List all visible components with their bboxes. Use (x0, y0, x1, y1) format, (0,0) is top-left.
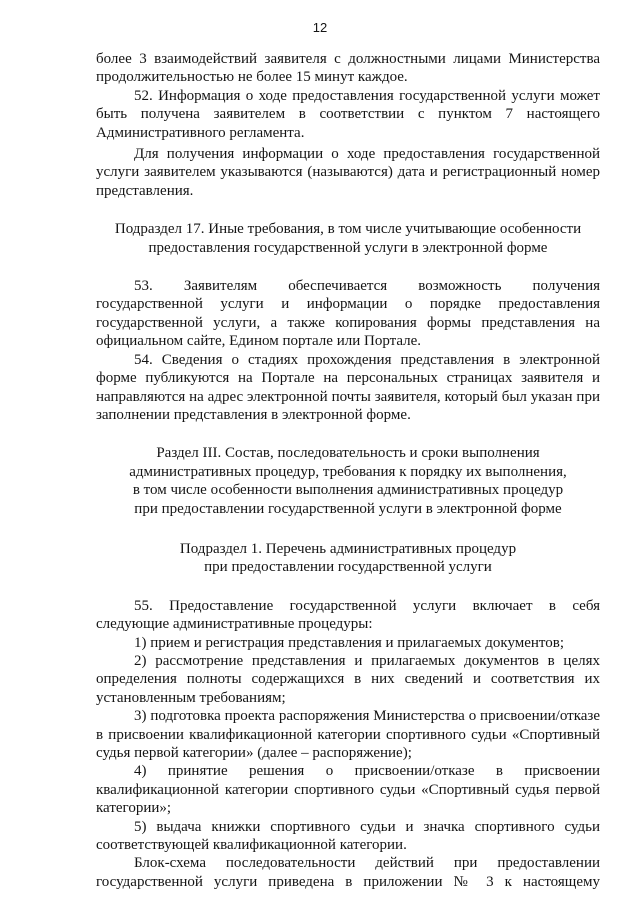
list-item-3: 3) подготовка проекта распоряжения Министерства о присвоении/отказе в присвоении квалификационной категории спортивного судьи «Спортивный судья первой категории» (далее – распоряжение); (96, 708, 600, 761)
heading-line: при предоставлении государственной услуги в электронной форме (134, 500, 562, 517)
list-item-1: 1) прием и регистрация представления и прилагаемых документов; (134, 634, 565, 651)
heading-line: Подраздел 17. Иные требования, в том числе учитывающие особенности (114, 221, 582, 238)
list-item-5: 5) выдача книжки спортивного судьи и значка спортивного судьи соответствующей квалификационной категории. (96, 818, 600, 854)
paragraph-flowchart: Блок-схема последовательности действий при предоставлении государственной услуги приведена в приложении № 3 к настоящему (96, 855, 600, 890)
page-number: 12 (312, 20, 328, 35)
document-body (96, 50, 600, 891)
paragraph-53: 53. Заявителям обеспечивается возможность получения государственной услуги и информации о порядке предоставления государственной услуги, а также копирования формы представления на официальном сайте, Едином портале или Портале. (96, 278, 600, 350)
heading-line: в том числе особенности выполнения административных процедур (132, 482, 564, 499)
subsection-17-heading (96, 220, 600, 257)
list-item-2: 2) рассмотрение представления и прилагаемых документов в целях определения полноты содержащихся в них сведений и соответствия их установленным требованиям; (96, 652, 600, 706)
paragraph-54: 54. Сведения о стадиях прохождения представления в электронной форме публикуются на Портале на персональных страницах заявителя и направляются на адрес электронной почты заявителя, который был указан при заполнении представления в электронной форме. (96, 351, 600, 423)
heading-line: при предоставлении государственной услуги (204, 559, 492, 576)
heading-line: предоставления государственной услуги в электронной форме (148, 239, 548, 256)
heading-line: Подраздел 1. Перечень административных процедур (179, 540, 517, 557)
paragraph-continuation: более 3 взаимодействий заявителя с должностными лицами Министерства продолжительностью не более 15 минут каждое. (96, 51, 600, 86)
paragraph-55: 55. Предоставление государственной услуги включает в себя следующие административные процедуры: (96, 597, 600, 633)
section-3-heading (96, 444, 600, 518)
subsection-1-heading (96, 540, 600, 577)
paragraph-52: 52. Информация о ходе предоставления государственной услуги может быть получена заявителем в соответствии с пунктом 7 настоящего Административного регламента. (96, 87, 600, 141)
heading-line: административных процедур, требования к порядку их выполнения, (129, 463, 567, 480)
paragraph-52-info: Для получения информации о ходе предоставления государственной услуги заявителем указываются (называются) дата и регистрационный номер представления. (96, 146, 600, 199)
list-item-4: 4) принятие решения о присвоении/отказе в присвоении квалификационной категории спортивного судьи «Спортивный судья первой категории»; (96, 763, 600, 817)
heading-line: Раздел III. Состав, последовательность и сроки выполнения (156, 445, 540, 462)
